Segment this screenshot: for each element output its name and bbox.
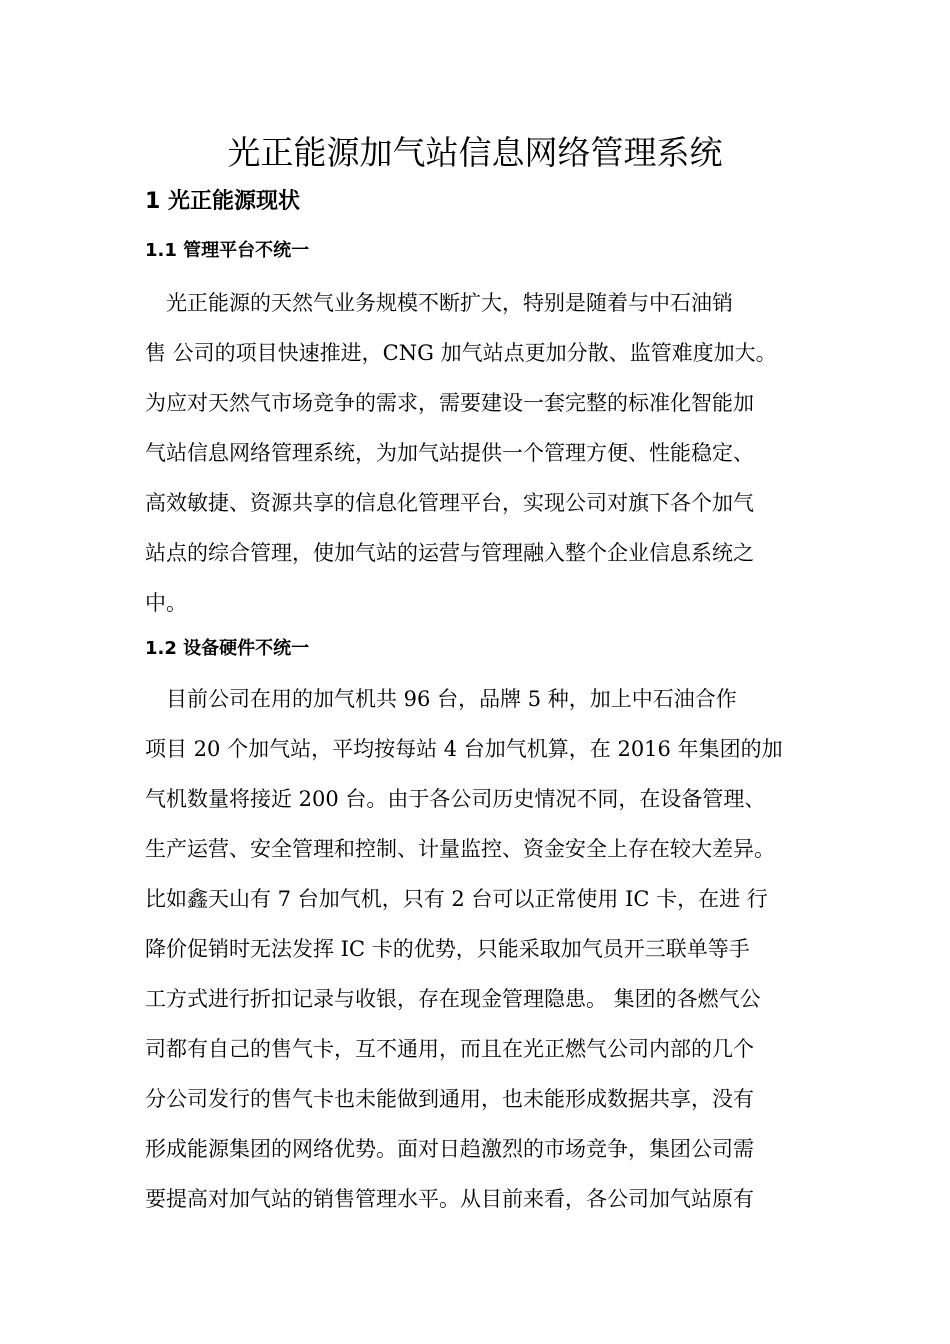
paragraph-line: 目前公司在用的加气机共 96 台，品牌 5 种，加上中石油合作: [145, 687, 737, 711]
section-heading-1: 1 光正能源现状: [145, 189, 300, 214]
paragraph-line: 高效敏捷、资源共享的信息化管理平台，实现公司对旗下各个加气: [145, 491, 754, 515]
paragraph-1-1: [145, 278, 825, 628]
paragraph-line: 气站信息网络管理系统，为加气站提供一个管理方便、性能稳定、: [145, 441, 754, 465]
paragraph-line: 气机数量将接近 200 台。由于各公司历史情况不同，在设备管理、: [145, 787, 766, 811]
paragraph-line: 项目 20 个加气站，平均按每站 4 台加气机算，在 2016 年集团的加: [145, 737, 783, 761]
paragraph-1-2: [145, 674, 825, 1224]
paragraph-line: 要提高对加气站的销售管理水平。从目前来看，各公司加气站原有: [145, 1187, 754, 1211]
subsection-heading-1-1: 1.1 管理平台不统一: [145, 240, 310, 261]
paragraph-line: 生产运营、安全管理和控制、计量监控、资金安全上存在较大差异。: [145, 837, 775, 861]
paragraph-line: 中。: [145, 591, 187, 615]
paragraph-line: 形成能源集团的网络优势。面对日趋激烈的市场竞争，集团公司需: [145, 1137, 754, 1161]
paragraph-line: 降价促销时无法发挥 IC 卡的优势，只能采取加气员开三联单等手: [145, 937, 750, 961]
paragraph-line: 光正能源的天然气业务规模不断扩大，特别是随着与中石油销: [145, 291, 733, 315]
paragraph-line: 站点的综合管理，使加气站的运营与管理融入整个企业信息系统之: [145, 541, 754, 565]
document-title: 光正能源加气站信息网络管理系统: [227, 133, 723, 172]
paragraph-line: 比如鑫天山有 7 台加气机，只有 2 台可以正常使用 IC 卡，在进 行: [145, 887, 768, 911]
subsection-heading-1-2: 1.2 设备硬件不统一: [145, 638, 310, 659]
paragraph-line: 分公司发行的售气卡也未能做到通用，也未能形成数据共享，没有: [145, 1087, 754, 1111]
paragraph-line: 工方式进行折扣记录与收银，存在现金管理隐患。 集团的各燃气公: [145, 987, 761, 1011]
paragraph-line: 司都有自己的售气卡，互不通用，而且在光正燃气公司内部的几个: [145, 1037, 754, 1061]
paragraph-line: 为应对天然气市场竞争的需求，需要建设一套完整的标准化智能加: [145, 391, 754, 415]
paragraph-line: 售 公司的项目快速推进，CNG 加气站点更加分散、监管难度加大。: [145, 341, 777, 365]
